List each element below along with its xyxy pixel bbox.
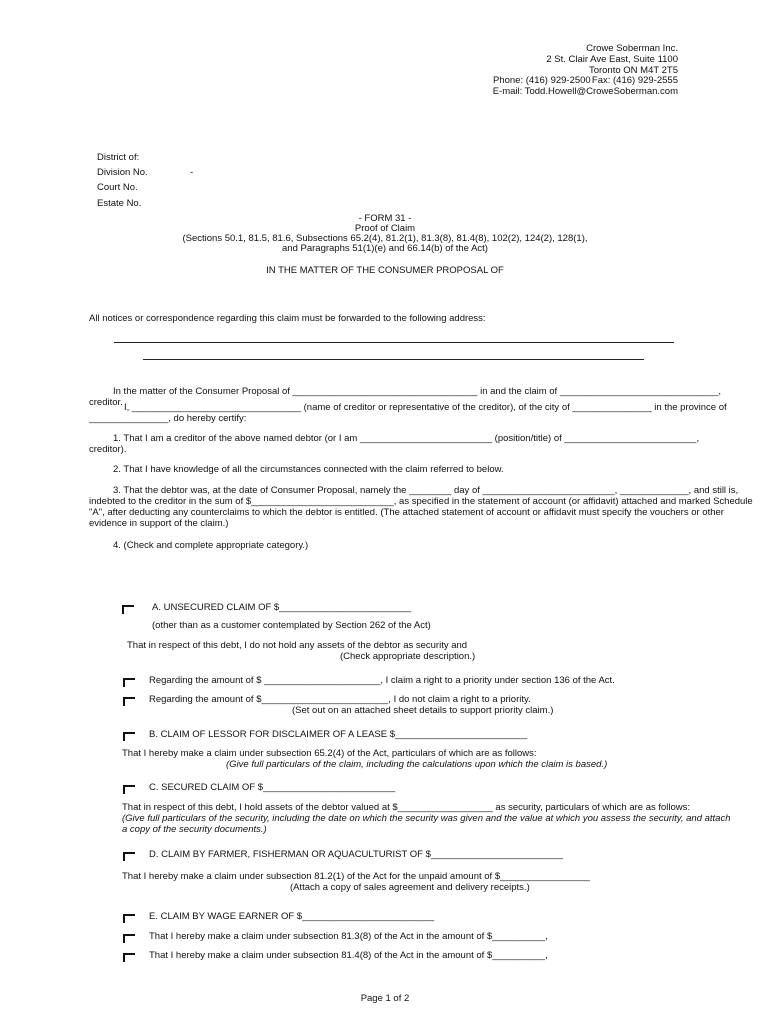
claim-c-label: C. SECURED CLAIM OF $_________________________	[149, 782, 396, 793]
paragraph-4: 4. (Check and complete appropriate category.)	[113, 540, 309, 551]
claim-c-checkbox[interactable]	[123, 785, 135, 794]
claim-d-checkbox[interactable]	[123, 852, 135, 861]
paragraph-3-line2: indebted to the creditor in the sum of $___________________________, as specified in the statement of account (or affidavit) attached and marked Schedule	[89, 496, 753, 507]
paragraph-matter-line2: I, ________________________________ (name of creditor or representative of the creditor), of the city of _______________ in the province of	[124, 402, 727, 413]
paragraph-1-line1: 1. That I am a creditor of the above named debtor (or I am _________________________ (position/title) of _________________________,	[113, 433, 700, 444]
company-name: Crowe Soberman Inc.	[586, 43, 678, 54]
paragraph-creditor-label: creditor.	[89, 397, 123, 408]
company-street: 2 St. Clair Ave East, Suite 1100	[546, 54, 678, 65]
claim-a-priority-checkbox[interactable]	[123, 678, 135, 687]
claim-a-label: A. UNSECURED CLAIM OF $_________________________	[152, 602, 412, 613]
form-sections-line1: (Sections 50.1, 81.5, 81.6, Subsections 65.2(4), 81.2(1), 81.3(8), 81.4(8), 102(2), 124(2), 128(1),	[182, 233, 588, 244]
company-fax: Fax: (416) 929-2555	[591, 75, 678, 86]
claim-e-label: E. CLAIM BY WAGE EARNER OF $_________________________	[149, 911, 435, 922]
notices-text: All notices or correspondence regarding this claim must be forwarded to the following address:	[89, 313, 486, 324]
form-number: - FORM 31 -	[358, 213, 412, 224]
paragraph-3-line1: 3. That the debtor was, at the date of Consumer Proposal, namely the ________ day of _________________________, _____________, and still is,	[113, 485, 739, 496]
company-phone: Phone: (416) 929-2500	[493, 75, 591, 86]
claim-a-text2: (Check appropriate description.)	[340, 651, 476, 662]
claim-d-label: D. CLAIM BY FARMER, FISHERMAN OR AQUACULTURIST OF $_________________________	[149, 849, 563, 860]
claim-d-text: That I hereby make a claim under subsection 81.2(1) of the Act for the unpaid amount of $_________________	[122, 871, 590, 882]
estate-label: Estate No.	[97, 198, 142, 209]
paragraph-3-line3: "A", after deducting any counterclaims to which the debtor is entitled. (The attached statement of account or affidavit must specify the vouchers or other	[89, 507, 724, 518]
claim-c-note1: (Give full particulars of the security, including the date on which the security was given and the value at which you assess the security, and attach	[122, 813, 731, 824]
claim-a-option2-note: (Set out on an attached sheet details to support priority claim.)	[292, 705, 554, 716]
division-label: Division No.	[97, 167, 148, 178]
claim-e-option1: That I hereby make a claim under subsection 81.3(8) of the Act in the amount of $__________,	[149, 931, 548, 942]
address-line-1[interactable]	[114, 342, 674, 343]
matter-heading: IN THE MATTER OF THE CONSUMER PROPOSAL OF	[266, 265, 504, 276]
address-line-2[interactable]	[143, 359, 644, 360]
claim-d-note: (Attach a copy of sales agreement and delivery receipts.)	[290, 882, 530, 893]
company-city: Toronto ON M4T 2T5	[588, 65, 678, 76]
district-label: District of:	[97, 152, 140, 163]
form-sections-line2: and Paragraphs 51(1)(e) and 66.14(b) of the Act)	[282, 243, 488, 254]
paragraph-2: 2. That I have knowledge of all the circumstances connected with the claim referred to below.	[113, 464, 504, 475]
paragraph-matter-line3: _______________, do hereby certify:	[89, 413, 247, 424]
claim-b-note: (Give full particulars of the claim, including the calculations upon which the claim is based.)	[226, 759, 608, 770]
claim-e-checkbox[interactable]	[123, 914, 135, 923]
claim-e-814-checkbox[interactable]	[123, 953, 135, 962]
company-email: E-mail: Todd.Howell@CroweSoberman.com	[492, 86, 678, 97]
paragraph-1-line2: creditor).	[89, 444, 127, 455]
claim-a-nopriority-checkbox[interactable]	[123, 697, 135, 706]
claim-e-option2: That I hereby make a claim under subsection 81.4(8) of the Act in the amount of $__________,	[149, 950, 548, 961]
claim-b-label: B. CLAIM OF LESSOR FOR DISCLAIMER OF A LEASE $_________________________	[149, 729, 528, 740]
claim-c-text: That in respect of this debt, I hold assets of the debtor valued at $__________________ as security, particulars of which are as follows:	[122, 802, 691, 813]
paragraph-3-line4: evidence in support of the claim.)	[89, 518, 229, 529]
claim-a-subtitle: (other than as a customer contemplated by Section 262 of the Act)	[152, 620, 431, 631]
claim-a-option1: Regarding the amount of $ ______________________, I claim a right to a priority under section 136 of the Act.	[149, 675, 615, 686]
division-value: -	[190, 167, 194, 178]
page-number: Page 1 of 2	[360, 993, 410, 1004]
court-label: Court No.	[97, 182, 138, 193]
paragraph-matter-line1: In the matter of the Consumer Proposal of ___________________________________ in and the claim of ______________________________,	[113, 386, 721, 397]
form-title: Proof of Claim	[354, 223, 416, 234]
claim-b-text: That I hereby make a claim under subsection 65.2(4) of the Act, particulars of which are as follows:	[122, 748, 537, 759]
claim-a-option2: Regarding the amount of $________________________, I do not claim a right to a priority.	[149, 694, 531, 705]
claim-c-note2: a copy of the security documents.)	[122, 824, 267, 835]
claim-e-813-checkbox[interactable]	[123, 934, 135, 943]
claim-b-checkbox[interactable]	[123, 732, 135, 741]
claim-a-text1: That in respect of this debt, I do not hold any assets of the debtor as security and	[127, 640, 468, 651]
claim-a-checkbox[interactable]	[122, 605, 134, 614]
